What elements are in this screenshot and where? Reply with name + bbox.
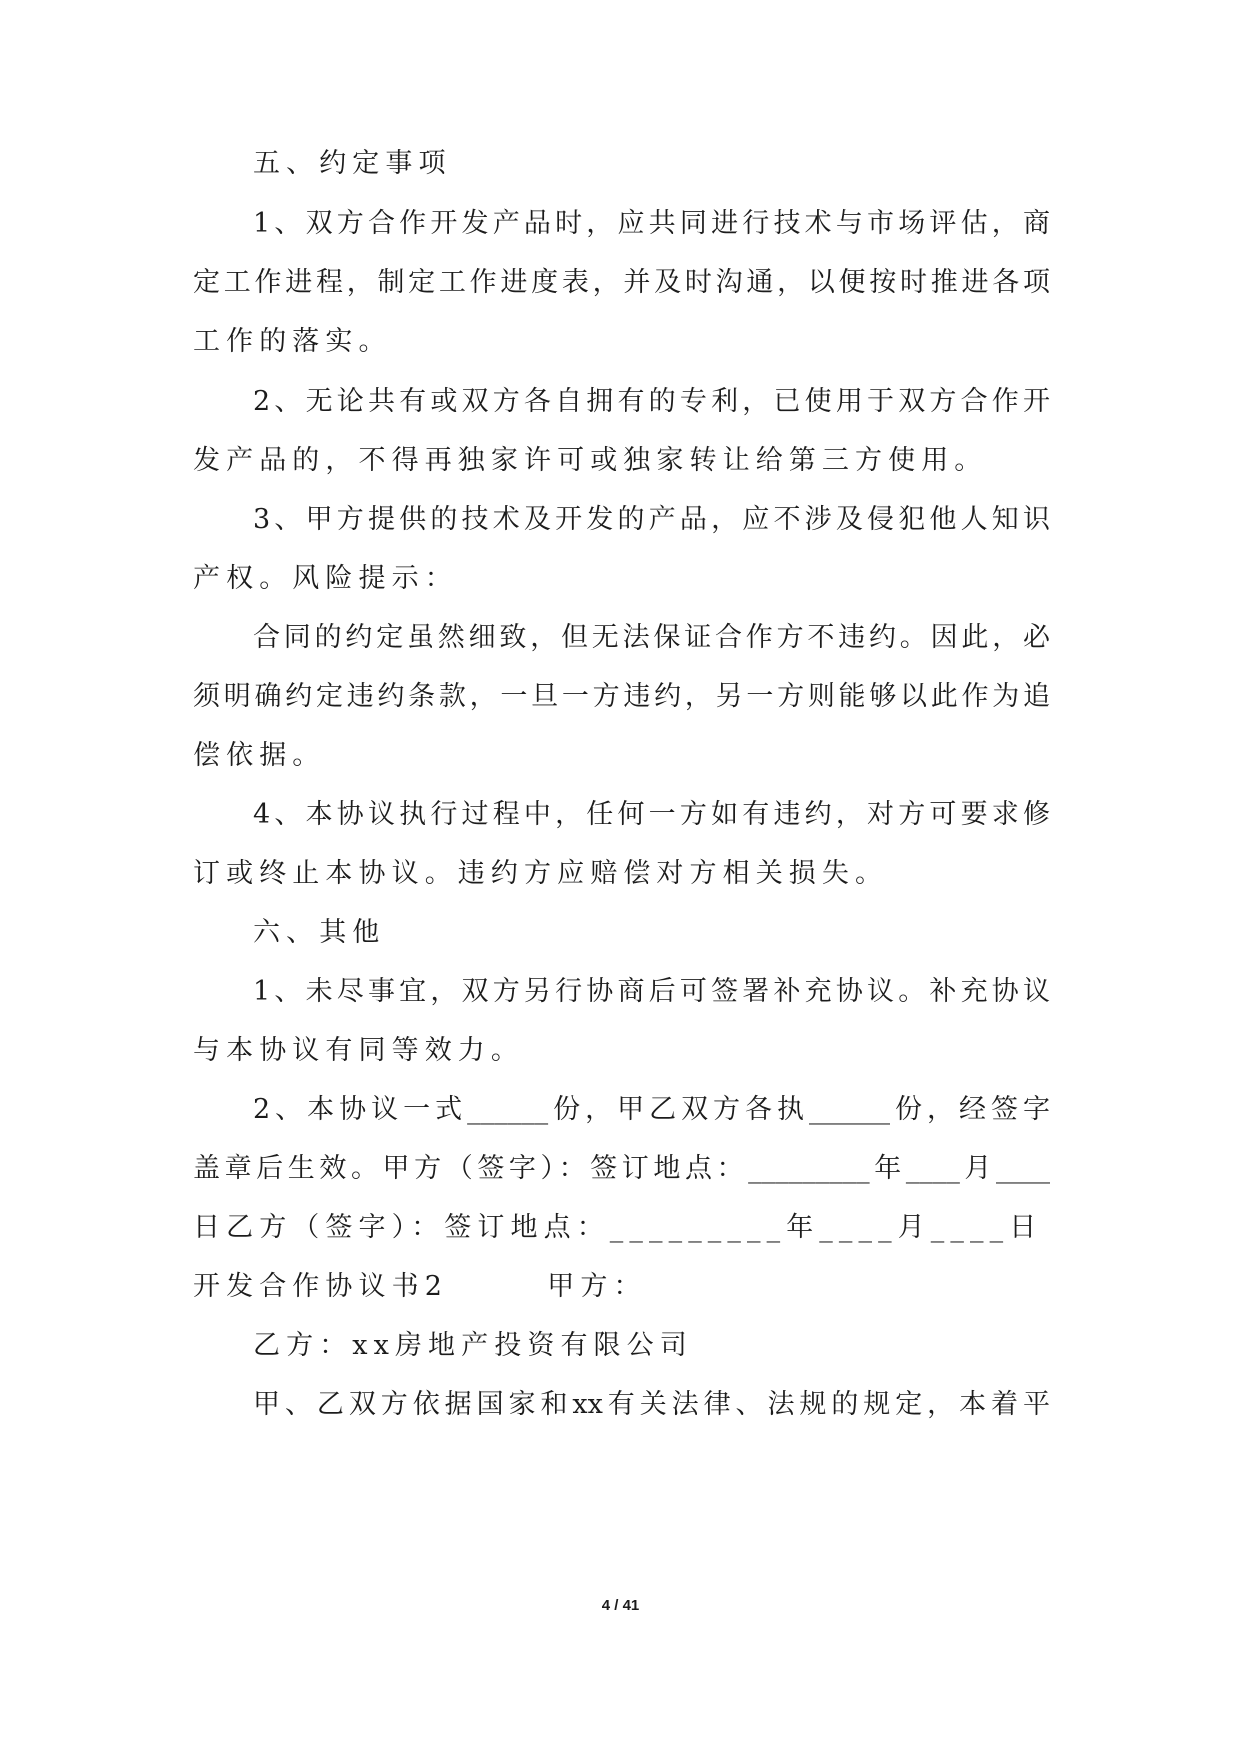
paragraph-line: 盖章后生效。甲方（签字）：签订地点：_________年____月____	[193, 1153, 1050, 1184]
paragraph-line: 定工作进程，制定工作进度表，并及时沟通，以便按时推进各项	[193, 267, 1050, 298]
paragraph-line: 合同的约定虽然细致，但无法保证合作方不违约。因此，必	[253, 622, 1050, 653]
paragraph-line: 订或终止本协议。违约方应赔偿对方相关损失。	[193, 858, 889, 889]
paragraph-line: 与本协议有同等效力。	[193, 1035, 524, 1066]
paragraph-line: 1、未尽事宜，双方另行协商后可签署补充协议。补充协议	[253, 976, 1050, 1007]
paragraph-line: 甲、乙双方依据国家和xx有关法律、法规的规定，本着平	[253, 1389, 1050, 1420]
paragraph-line: 产权。风险提示：	[193, 563, 458, 594]
page-number: 4 / 41	[601, 1597, 640, 1614]
paragraph-line: 须明确约定违约条款，一旦一方违约，另一方则能够以此作为追	[193, 681, 1050, 712]
paragraph-line: 2、无论共有或双方各自拥有的专利，已使用于双方合作开	[253, 386, 1050, 417]
paragraph-line: 工作的落实。	[193, 326, 392, 357]
paragraph-line: 3、甲方提供的技术及开发的产品，应不涉及侵犯他人知识	[253, 504, 1050, 535]
paragraph-line: 发产品的，不得再独家许可或独家转让给第三方使用。	[193, 445, 988, 476]
paragraph-line: 日乙方（签字）：签订地点：_________年____月____日	[193, 1212, 1043, 1243]
paragraph-line: 4、本协议执行过程中，任何一方如有违约，对方可要求修	[253, 799, 1050, 830]
agreement-title-line: 开发合作协议书2 甲方：	[193, 1271, 647, 1302]
party-b-line: 乙方：xx房地产投资有限公司	[253, 1330, 693, 1361]
paragraph-line: 1、双方合作开发产品时，应共同进行技术与市场评估，商	[253, 208, 1050, 239]
section-heading-other: 六、其他	[253, 917, 386, 948]
paragraph-line: 偿依据。	[193, 740, 326, 771]
paragraph-line: 2、本协议一式______份，甲乙双方各执______份，经签字	[253, 1094, 1050, 1125]
section-heading-agreed-matters: 五、约定事项	[253, 148, 452, 179]
